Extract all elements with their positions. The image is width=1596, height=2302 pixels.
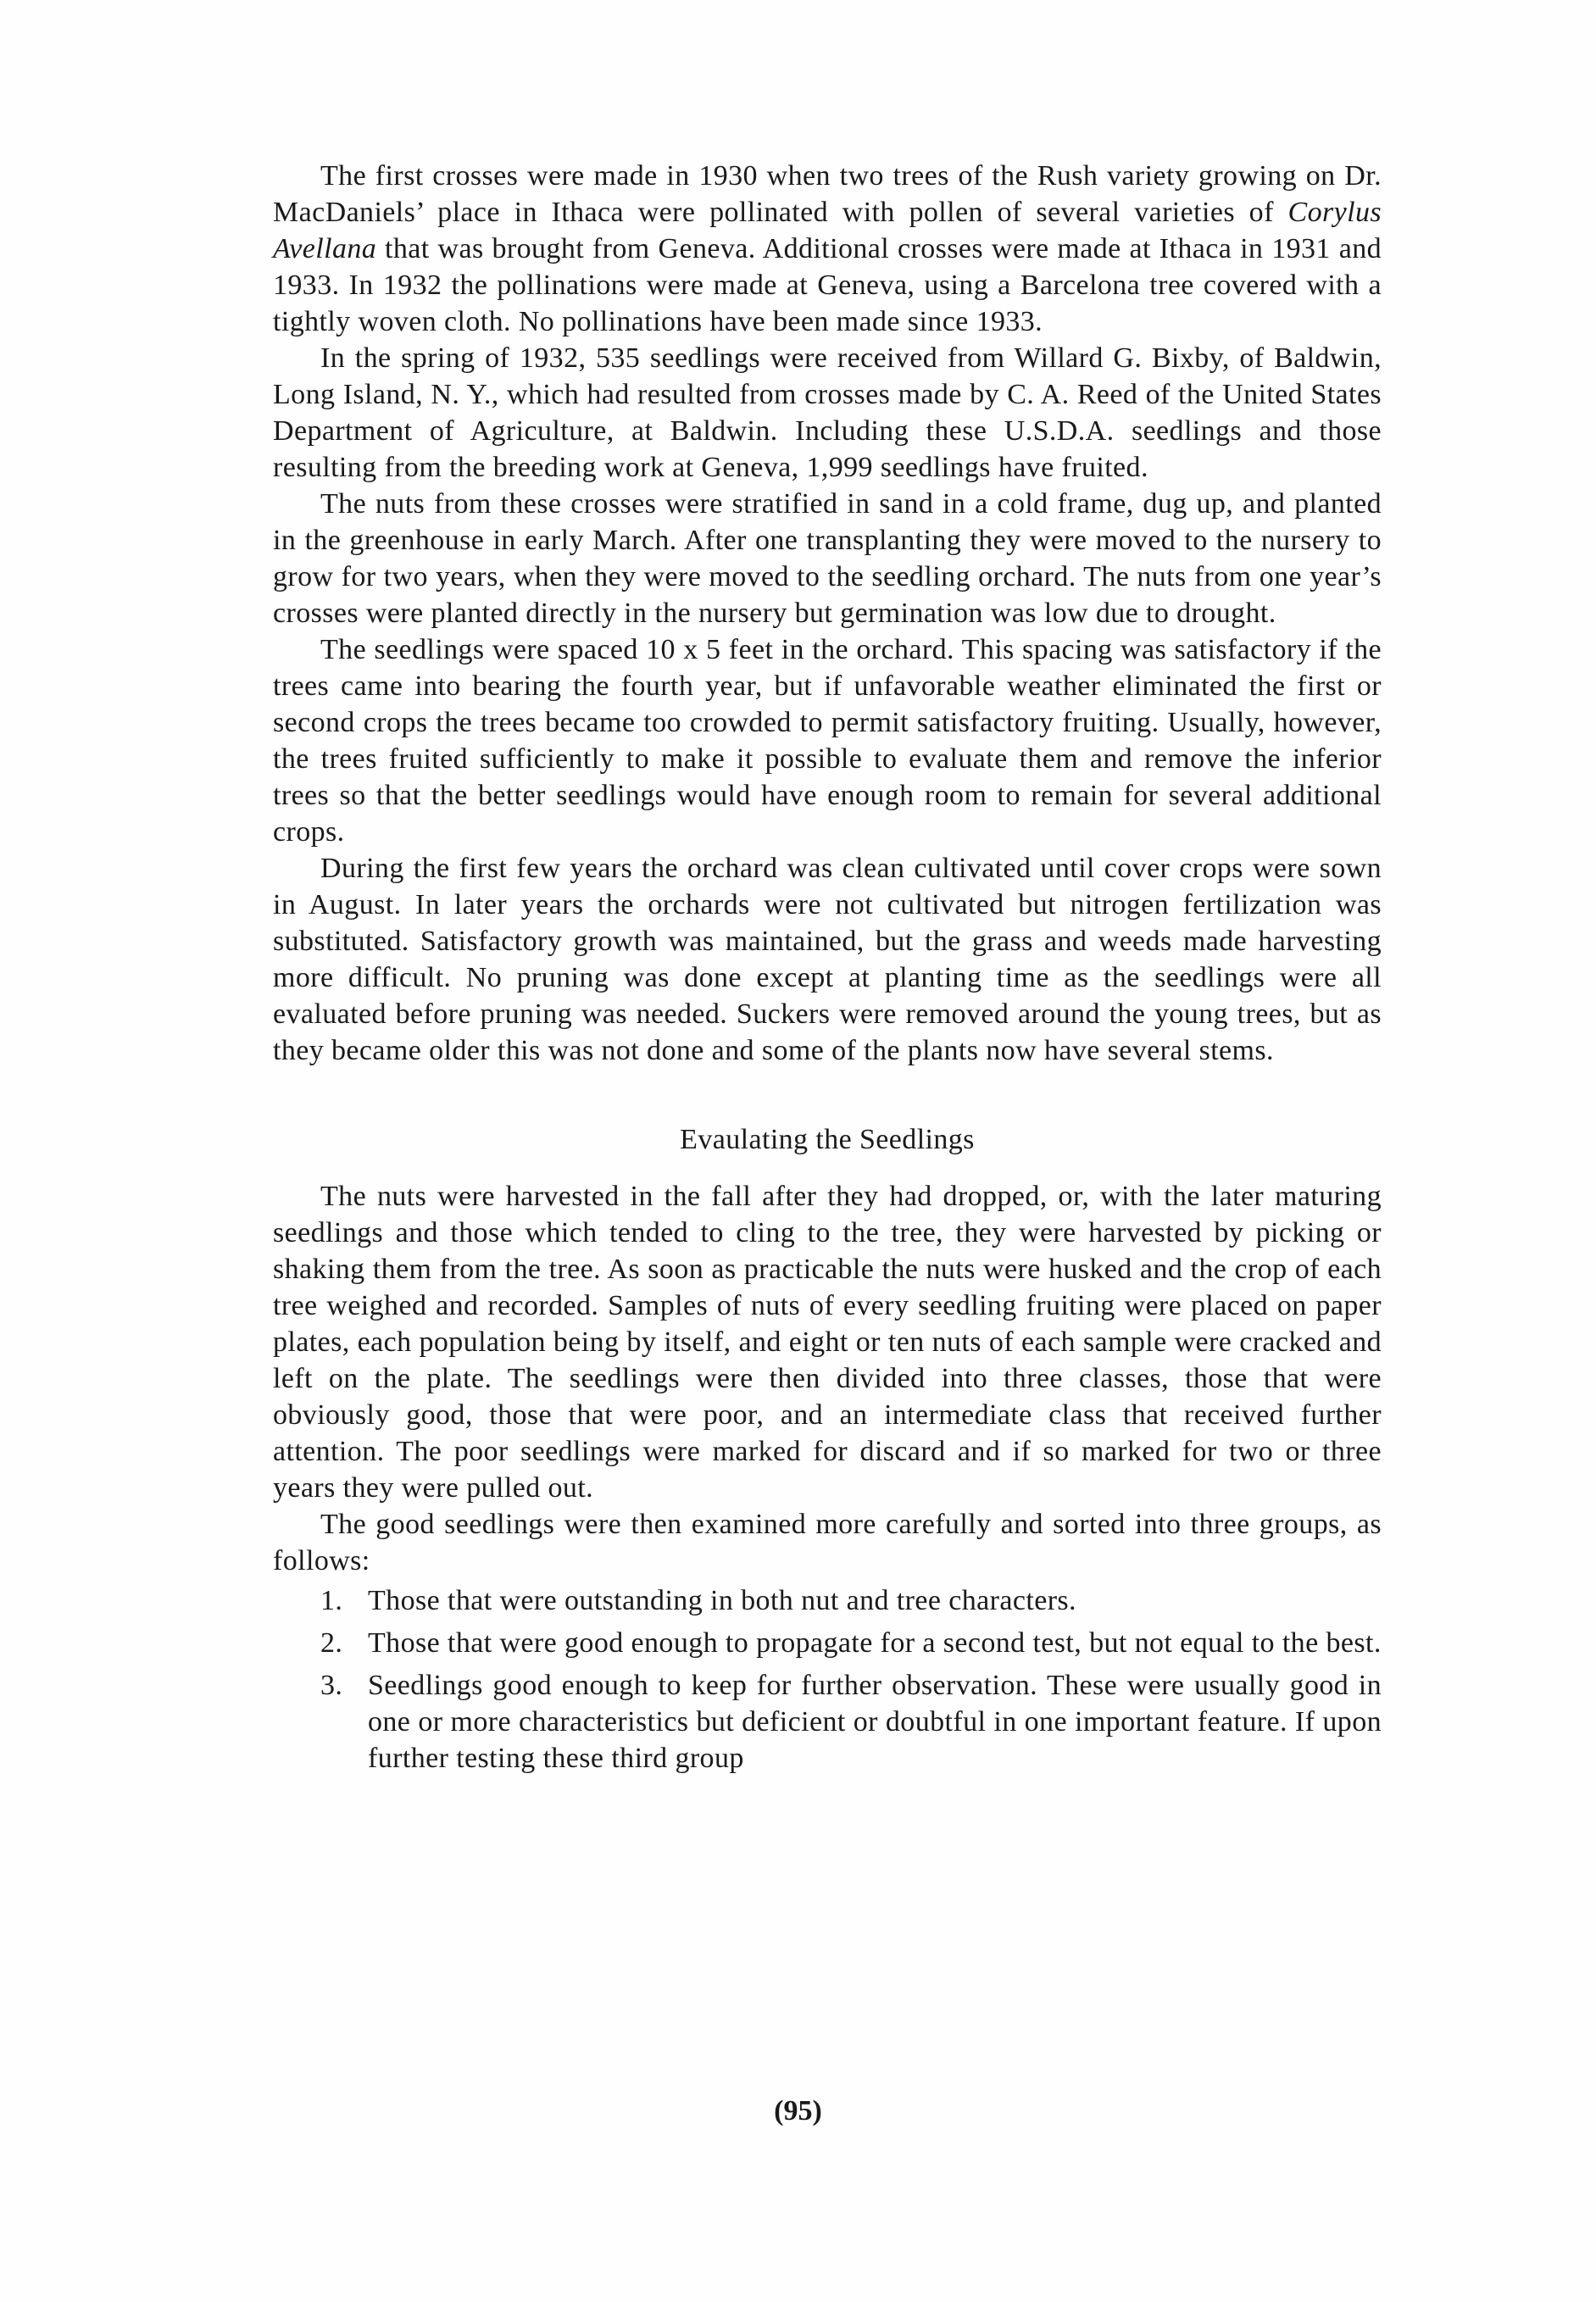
list-number: 2. bbox=[320, 1627, 343, 1659]
section-heading: Evaulating the Seedlings bbox=[680, 1124, 975, 1155]
page-number: (95) bbox=[774, 2095, 822, 2127]
list-text: Seedlings good enough to keep for further observation. These were usually good in one or more characteristics but deficient or doubtful in one important feature. If upon further testing these third group bbox=[368, 1670, 1382, 1774]
list-item bbox=[273, 1625, 1382, 1661]
top-paragraphs bbox=[273, 158, 1382, 1069]
paragraph-text: The good seedlings were then examined more carefully and sorted into three groups, as follows: bbox=[273, 1509, 1382, 1576]
paragraph bbox=[273, 486, 1382, 631]
list-item bbox=[273, 1582, 1382, 1619]
body-text bbox=[273, 158, 1382, 1782]
list-number: 3. bbox=[320, 1670, 343, 1701]
paragraph bbox=[273, 158, 1382, 340]
paragraph-text: The first crosses were made in 1930 when two trees of the Rush variety growing on Dr. MacDaniels’ place in Ithaca were pollinated with pollen of several varieties of bbox=[273, 160, 1382, 228]
paragraph bbox=[273, 340, 1382, 486]
paragraph-text: The nuts from these crosses were stratified in sand in a cold frame, dug up, and planted in the greenhouse in early March. After one transplanting they were moved to the nursery to grow for two years, when they were moved to the seedling orchard. The nuts from one year’s crosses were planted directly in the nursery but germination was low due to drought. bbox=[273, 488, 1382, 629]
paragraph bbox=[273, 1506, 1382, 1579]
list-item bbox=[273, 1667, 1382, 1777]
paragraph-text: In the spring of 1932, 535 seedlings were received from Willard G. Bixby, of Baldwin, Long Island, N. Y., which had resulted from crosses made by C. A. Reed of the United States Department of Agriculture, at Baldwin. Including these U.S.D.A. seedlings and those resulting from the breeding work at Geneva, 1,999 seedlings have fruited. bbox=[273, 342, 1382, 483]
italic-text: Corylus Avellana bbox=[273, 197, 1382, 264]
list-text: Those that were good enough to propagate for a second test, but not equal to the best. bbox=[368, 1627, 1382, 1659]
paragraph bbox=[273, 631, 1382, 850]
list-text: Those that were outstanding in both nut and tree characters. bbox=[368, 1585, 1076, 1616]
bottom-paragraphs bbox=[273, 1178, 1382, 1579]
paragraph bbox=[273, 1178, 1382, 1506]
paragraph-text: During the first few years the orchard was clean cultivated until cover crops were sown in August. In later years the orchards were not cultivated but nitrogen fertilization was substituted. Satisfactory growth was maintained, but the grass and weeds made harvesting more difficult. No pruning was done except at planting time as the seedlings were all evaluated before pruning was needed. Suckers were removed around the young trees, but as they became older this was not done and some of the plants now have several stems. bbox=[273, 853, 1382, 1066]
paragraph bbox=[273, 850, 1382, 1069]
paragraph-text: The nuts were harvested in the fall after they had dropped, or, with the later maturing seedlings and those which tended to cling to the tree, they were harvested by picking or shaking them from the tree. As soon as practicable the nuts were husked and the crop of each tree weighed and recorded. Samples of nuts of every seedling fruiting were placed on paper plates, each population being by itself, and eight or ten nuts of each sample were cracked and left on the plate. The seedlings were then divided into three classes, those that were obviously good, those that were poor, and an intermediate class that received further attention. The poor seedlings were marked for discard and if so marked for two or three years they were pulled out. bbox=[273, 1181, 1382, 1504]
list-number: 1. bbox=[320, 1585, 343, 1616]
group-list bbox=[273, 1582, 1382, 1777]
paragraph-text: that was brought from Geneva. Additional crosses were made at Ithaca in 1931 and 1933. In 1932 the pollinations were made at Geneva, using a Barcelona tree covered with a tightly woven cloth. No pollinations have been made since 1933. bbox=[273, 233, 1382, 337]
paragraph-text: The seedlings were spaced 10 x 5 feet in the orchard. This spacing was satisfactory if the trees came into bearing the fourth year, but if unfavorable weather eliminated the first or second crops the trees became too crowded to permit satisfactory fruiting. Usually, however, the trees fruited sufficiently to make it possible to evaluate them and remove the inferior trees so that the better seedlings would have enough room to remain for several additional crops. bbox=[273, 634, 1382, 848]
